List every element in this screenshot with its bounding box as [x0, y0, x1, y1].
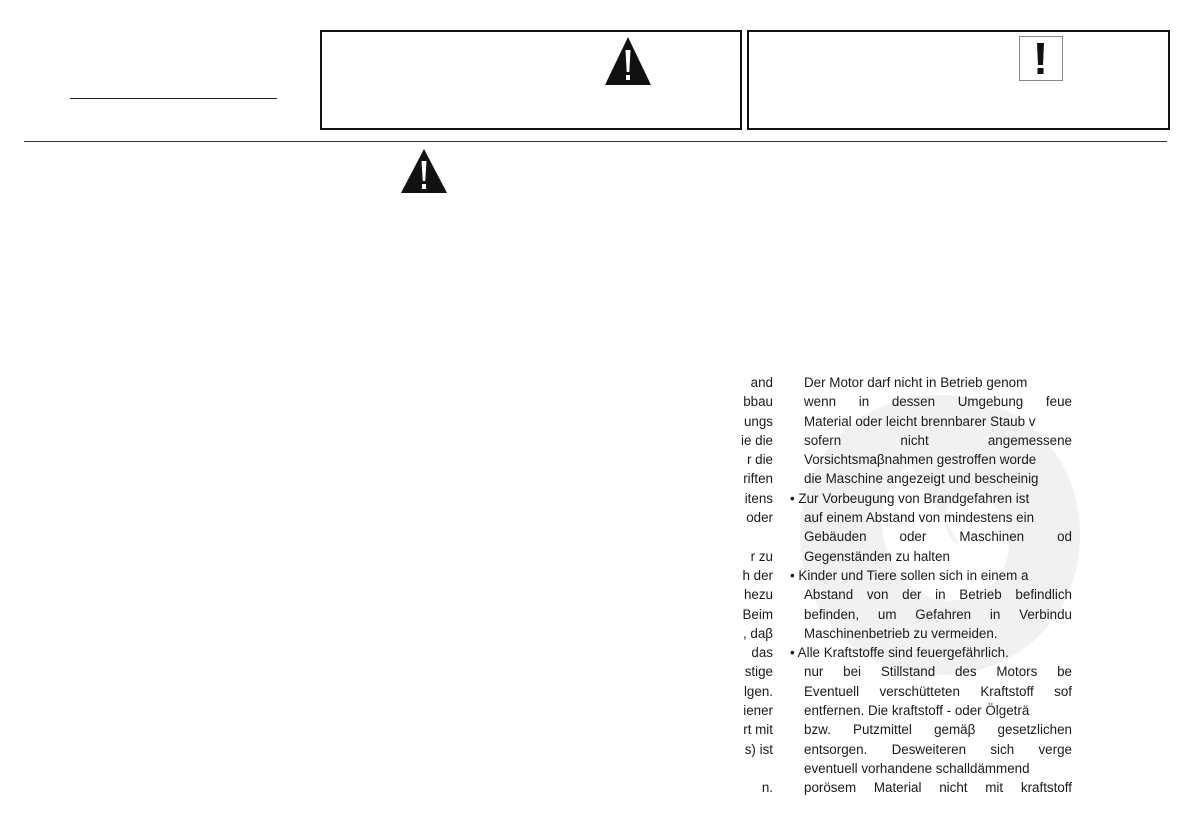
header-underline [70, 98, 277, 99]
left-column-line: ungs [743, 413, 773, 429]
right-column-line: Eventuell verschütteten Kraftstoff sof [804, 683, 1072, 699]
right-column-line: Gebäuden oder Maschinen od [804, 529, 1072, 545]
left-column-line: r zu [750, 548, 773, 564]
left-column-text [700, 373, 773, 798]
left-column-line: , daβ [742, 625, 773, 641]
right-column-text [788, 373, 1078, 798]
left-column-line: Beim [742, 606, 773, 622]
left-column-line: rt mit [743, 722, 773, 738]
section-divider [24, 141, 1167, 142]
exclamation-square-icon [1019, 36, 1063, 81]
right-column-line: Vorsichtsmaβnahmen gestroffen worde [804, 452, 1037, 468]
left-column-line: h der [742, 567, 773, 583]
left-column-line [700, 759, 773, 778]
right-column-line: entfernen. Die kraftstoff - oder Ölgeträ [804, 703, 1030, 719]
right-column-line: sofern nicht angemessene [804, 432, 1072, 448]
left-column-line: n. [761, 780, 773, 796]
warning-triangle-icon [604, 36, 652, 86]
left-column-line: hezu [743, 587, 773, 603]
left-column-line: r die [746, 452, 773, 468]
right-column-line: Material oder leicht brennbarer Staub v [804, 413, 1036, 429]
right-column-line: Abstand von der in Betrieb befindlich [804, 587, 1072, 603]
right-column-line: Gegenständen zu halten [804, 548, 950, 564]
caution-symbol-box [747, 30, 1170, 130]
right-column-line: • Zur Vorbeugung von Brandgefahren ist [790, 490, 1030, 506]
left-column-line [700, 527, 773, 546]
right-column-line: befinden, um Gefahren in Verbindu [804, 606, 1072, 622]
right-column-line: • Kinder und Tiere sollen sich in einem a [790, 567, 1029, 583]
right-column-line: wenn in dessen Umgebung feue [804, 394, 1072, 410]
warning-triangle-icon [400, 148, 448, 194]
left-column-line: das [751, 645, 773, 661]
right-column-line: porösem Material nicht mit kraftstoff [804, 780, 1072, 796]
left-column-line: itens [744, 490, 773, 506]
danger-symbol-box [320, 30, 742, 130]
right-column-line: bzw. Putzmittel gemäβ gesetzlichen [804, 722, 1072, 738]
left-column-line: ie die [740, 432, 773, 448]
right-column-line: entsorgen. Desweiteren sich verge [804, 741, 1072, 757]
right-column-line: Maschinenbetrieb zu vermeiden. [804, 625, 998, 641]
left-column-line: lgen. [743, 683, 773, 699]
right-column-line: die Maschine angezeigt und bescheinig [804, 471, 1039, 487]
left-column-line: riften [743, 471, 773, 487]
right-column-line: • Alle Kraftstoffe sind feuergefährlich. [790, 645, 1009, 661]
right-column-line: eventuell vorhandene schalldämmend [804, 760, 1030, 776]
left-column-line: stige [744, 664, 773, 680]
right-column-line: auf einem Abstand von mindestens ein [804, 510, 1035, 526]
left-column-line: iener [743, 703, 773, 719]
left-column-line: oder [746, 510, 773, 526]
left-column-line: bbau [743, 394, 773, 410]
right-column-line: Der Motor darf nicht in Betrieb genom [804, 375, 1028, 390]
left-column-line: s) ist [744, 741, 773, 757]
left-column-line: and [750, 375, 773, 390]
right-column-line: nur bei Stillstand des Motors be [804, 664, 1072, 680]
